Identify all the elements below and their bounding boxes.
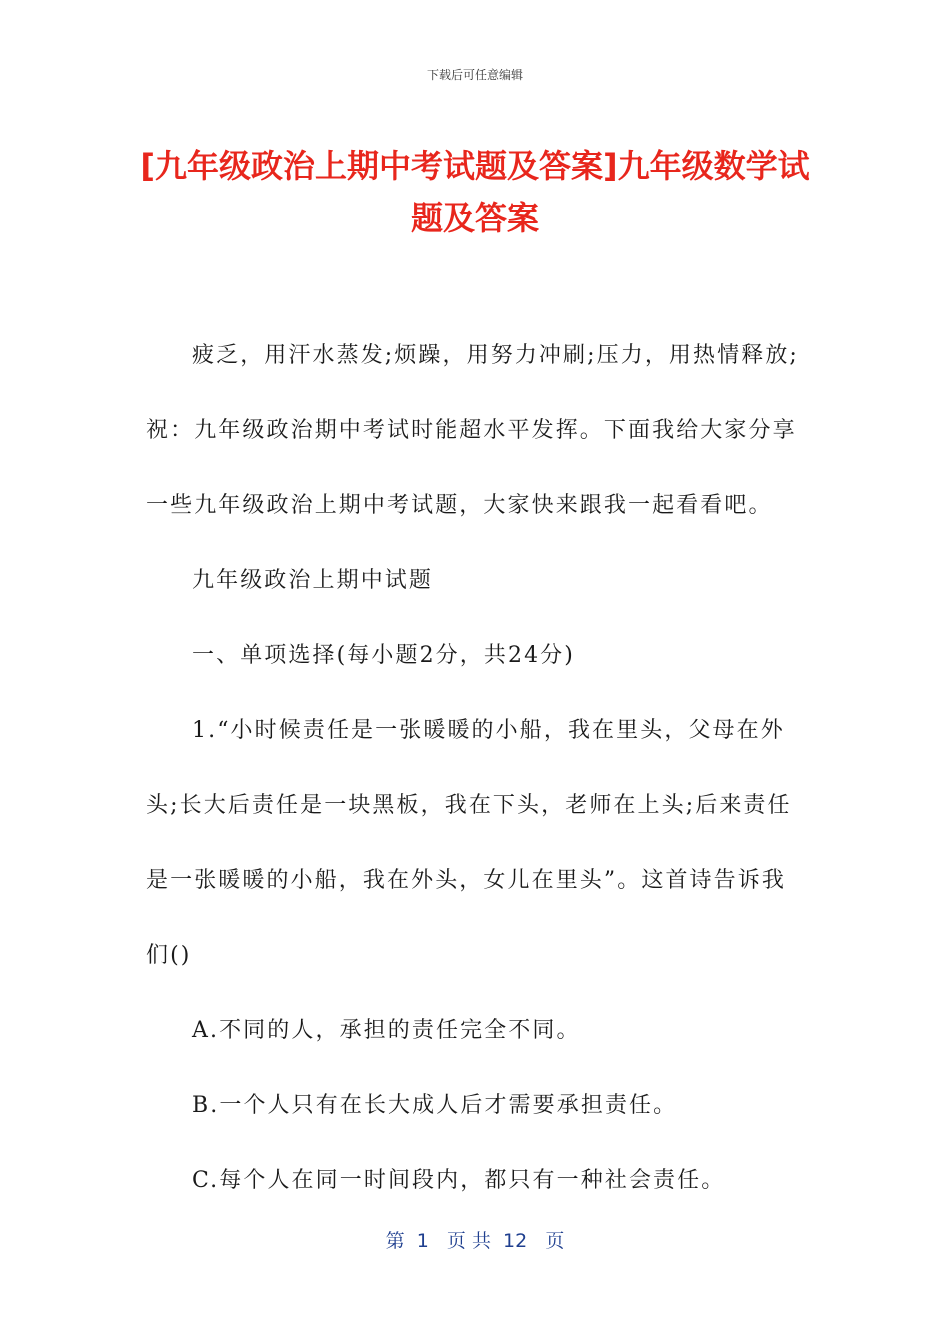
paragraph-option-b: B.一个人只有在长大成人后才需要承担责任。 [192, 1093, 678, 1118]
paragraph-option-a: A.不同的人，承担的责任完全不同。 [192, 1018, 581, 1043]
paragraph-intro: 疲乏，用汗水蒸发;烦躁，用努力冲刷;压力，用热情释放;祝：九年级政治期中考试时能超水平发挥。下面我给大家分享一些九年级政治上期中考试题，大家快来跟我一起看看吧。 [146, 343, 799, 518]
page-footer: 第 1 页 共 12 页 [385, 1230, 565, 1252]
header-note: 下载后可任意编辑 [426, 68, 523, 82]
paragraph-option-c: C.每个人在同一时间段内，都只有一种社会责任。 [192, 1168, 726, 1193]
paragraph-question-1: 1.“小时候责任是一张暖暖的小船，我在里头，父母在外头;长大后责任是一块黑板，我在下头，老师在上头;后来责任是一张暖暖的小船，我在外头，女儿在里头”。这首诗告诉我们() [146, 718, 792, 968]
paragraph-section-heading: 一、单项选择(每小题2分，共24分) [192, 643, 575, 668]
document-title: [九年级政治上期中考试题及答案]九年级数学试题及答案 [140, 147, 810, 237]
paragraph-section-title: 九年级政治上期中试题 [192, 568, 434, 593]
document-body [146, 318, 806, 1218]
